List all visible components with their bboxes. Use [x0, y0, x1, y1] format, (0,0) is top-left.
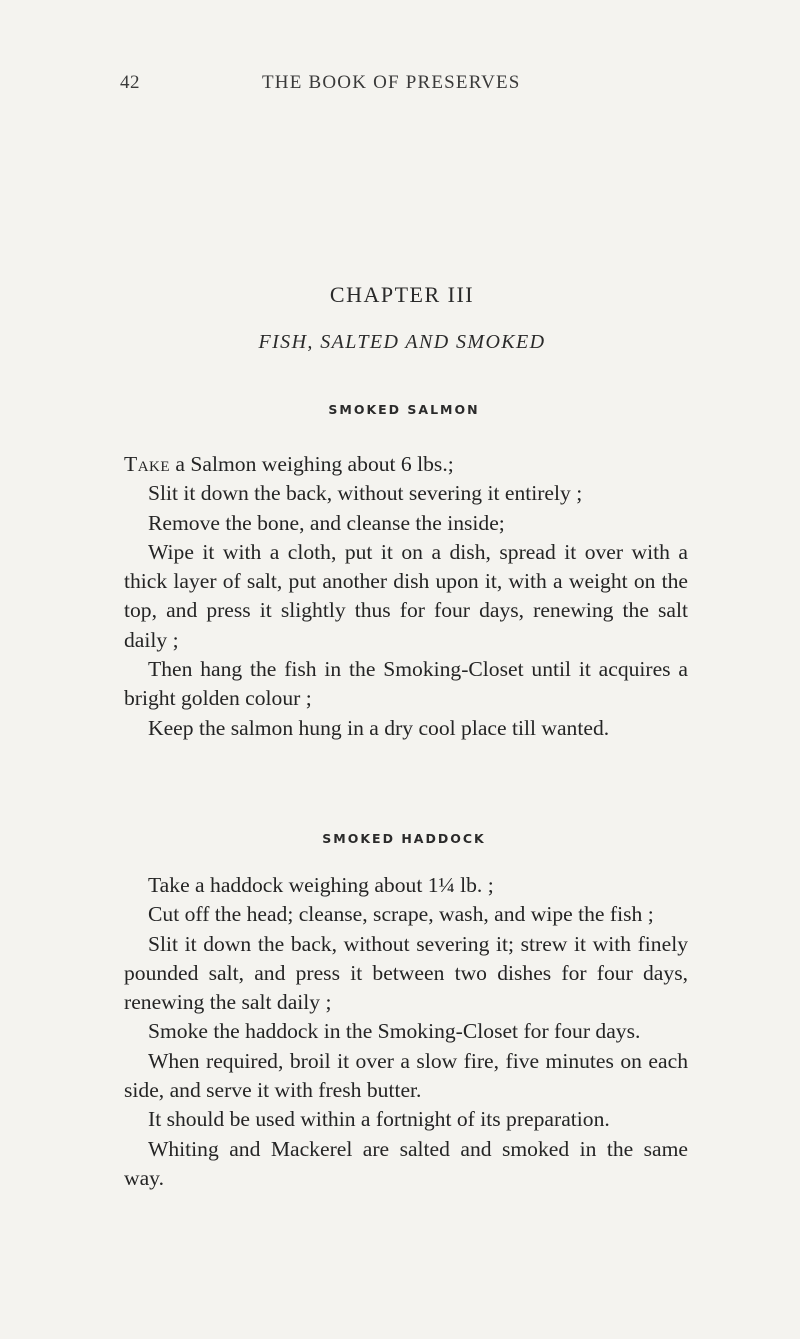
- chapter-heading: CHAPTER III: [329, 282, 475, 307]
- paragraph: Slit it down the back, without severing it entirely ;: [148, 481, 583, 506]
- paragraph: Whiting and Mackerel are salted and smoked in the same way.: [124, 1136, 688, 1190]
- paragraph: When required, broil it over a slow fire, five minutes on each side, and serve it with fresh butter.: [124, 1048, 688, 1103]
- paragraph: Keep the salmon hung in a dry cool place till wanted.: [148, 715, 610, 740]
- first-line-rest: a Salmon weighing about 6 lbs.;: [170, 452, 454, 476]
- section-heading-smoked-haddock: SMOKED HADDOCK: [322, 831, 486, 846]
- paragraph: Wipe it with a cloth, put it on a dish, spread it over with a thick layer of salt, put another dish upon it, with a weight on the top, and press it slightly thus for four days, renewing the salt daily ;: [124, 539, 688, 652]
- paragraph: Remove the bone, and cleanse the inside;: [148, 510, 505, 535]
- page-number: 42: [120, 72, 140, 93]
- paragraph: Take a haddock weighing about 1¼ lb. ;: [148, 873, 494, 897]
- paragraph: Smoke the haddock in the Smoking-Closet for four days.: [148, 1019, 641, 1044]
- paragraph: [124, 450, 688, 479]
- paragraph: Then hang the fish in the Smoking-Closet until it acquires a bright golden colour ;: [124, 657, 688, 711]
- running-head: [0, 72, 800, 98]
- chapter-subtitle: FISH, SALTED AND SMOKED: [258, 331, 546, 353]
- running-title: THE BOOK OF PRESERVES: [262, 72, 521, 93]
- paragraph: Cut off the head; cleanse, scrape, wash, and wipe the fish ;: [148, 902, 654, 927]
- lead-word: Take: [124, 452, 171, 476]
- section-heading-smoked-salmon: SMOKED SALMON: [328, 402, 480, 417]
- section-body-smoked-salmon: [124, 450, 688, 743]
- paragraph: It should be used within a fortnight of its preparation.: [148, 1107, 610, 1132]
- section-body-smoked-haddock: [124, 871, 688, 1193]
- paragraph: Slit it down the back, without severing it; strew it with finely pounded salt, and press it between two dishes for four days, renewing the salt daily ;: [124, 931, 688, 1015]
